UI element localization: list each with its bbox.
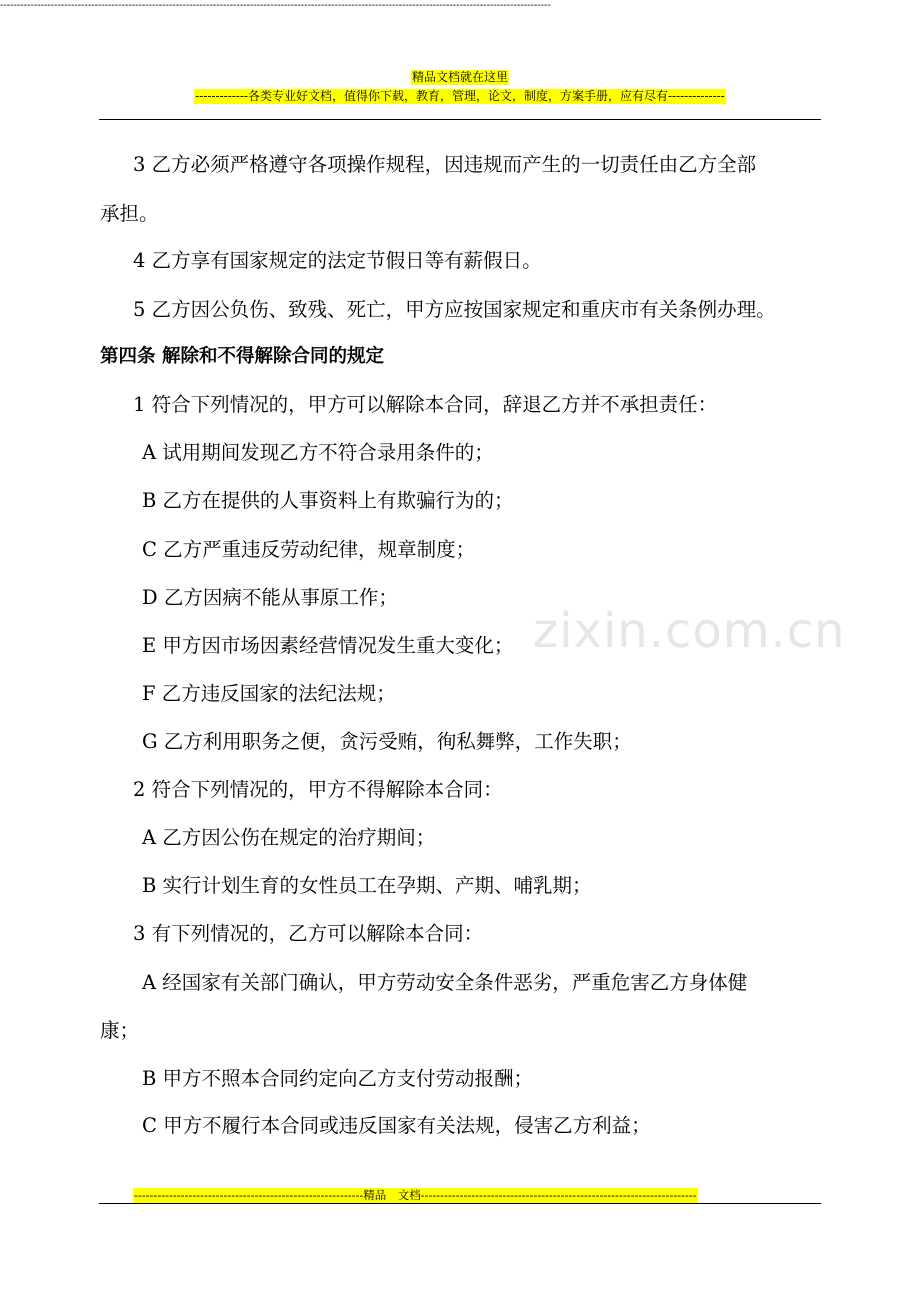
article-4-heading: 第四条 解除和不得解除合同的规定 (100, 346, 384, 367)
item-3-a-line2: 康； (100, 1019, 140, 1042)
item-1-f: F 乙方违反国家的法纪法规； (142, 682, 396, 705)
item-3-c: C 甲方不履行本合同或违反国家有关法规，侵害乙方利益； (142, 1114, 651, 1137)
header-subtitle: -------------各类专业好文档，值得你下载，教育，管理，论文，制度，方案手册，应有尽有-------------- (195, 89, 725, 103)
item-1-c: C 乙方严重违反劳动纪律，规章制度； (142, 538, 476, 561)
item-3-a-line1: A 经国家有关部门确认，甲方劳动安全条件恶劣，严重危害乙方身体健 (142, 971, 748, 994)
footer (133, 1184, 698, 1203)
clause-4: 4 乙方享有国家规定的法定节假日等有薪假日。 (133, 249, 542, 272)
footer-rule (99, 1203, 821, 1204)
watermark: zixin.com.cn (533, 603, 846, 659)
clause-3-line2: 承担。 (100, 202, 159, 225)
item-1-d: D 乙方因病不能从事原工作； (142, 586, 398, 609)
header-title-row (0, 66, 920, 85)
item-2-b: B 实行计划生育的女性员工在孕期、产期、哺乳期； (142, 874, 592, 897)
header-subtitle-row (0, 85, 920, 104)
item-1-e: E 甲方因市场因素经营情况发生重大变化； (142, 634, 514, 657)
header-rule (99, 119, 821, 120)
item-3-intro: 3 有下列情况的，乙方可以解除本合同： (133, 922, 484, 945)
footer-text: -----------------------------------------------------------精品 文档----------------------------------------------------------------------- (134, 1188, 697, 1202)
clause-3-line1: 3 乙方必须严格遵守各项操作规程，因违规而产生的一切责任由乙方全部 (133, 153, 757, 176)
item-1-b: B 乙方在提供的人事资料上有欺骗行为的； (142, 489, 514, 512)
item-2-intro: 2 符合下列情况的，甲方不得解除本合同： (133, 778, 503, 801)
item-1-intro: 1 符合下列情况的，甲方可以解除本合同，辞退乙方并不承担责任： (133, 393, 718, 416)
item-1-a: A 试用期间发现乙方不符合录用条件的； (142, 441, 494, 464)
item-2-a: A 乙方因公伤在规定的治疗期间； (142, 826, 436, 849)
item-1-g: G 乙方利用职务之便，贪污受贿，徇私舞弊，工作失职； (142, 730, 632, 753)
header-dash-line: ------------------------------------------------------------------------------------------------------------------------------------------------------------------- (0, 0, 551, 11)
clause-5: 5 乙方因公负伤、致残、死亡，甲方应按国家规定和重庆市有关条例办理。 (133, 298, 776, 321)
header-title: 精品文档就在这里 (411, 70, 508, 84)
item-3-b: B 甲方不照本合同约定向乙方支付劳动报酬； (142, 1067, 534, 1090)
